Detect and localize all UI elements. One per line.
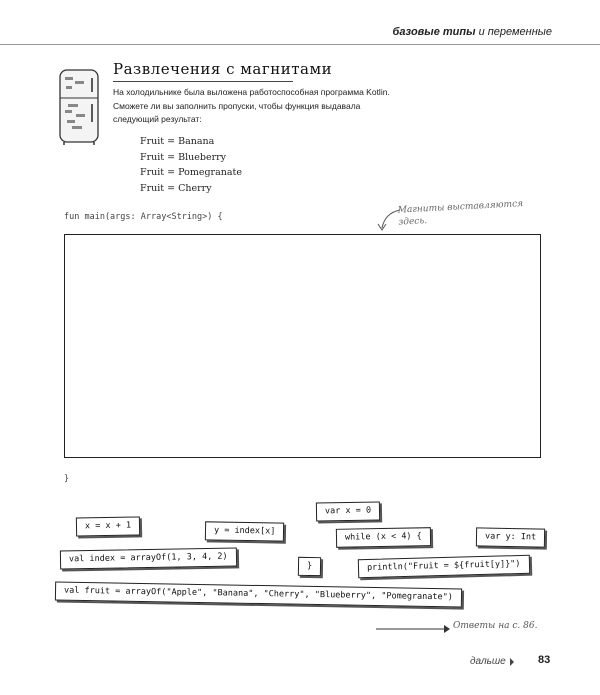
magnet-var-x[interactable]: var x = 0 bbox=[316, 501, 380, 521]
magnet-y-assign[interactable]: y = index[x] bbox=[205, 521, 285, 541]
magnet-drop-area[interactable] bbox=[64, 234, 541, 458]
footer-next-link[interactable]: дальше bbox=[470, 656, 506, 667]
magnet-while-loop[interactable]: while (x < 4) { bbox=[336, 527, 431, 548]
title-underline bbox=[113, 81, 293, 82]
magnet-var-y[interactable]: var y: Int bbox=[476, 527, 546, 547]
output-line: Fruit = Blueberry bbox=[140, 151, 227, 163]
expected-output bbox=[140, 134, 242, 196]
magnet-close-brace[interactable]: } bbox=[298, 557, 321, 576]
output-line: Fruit = Pomegranate bbox=[140, 167, 242, 178]
output-line: Fruit = Banana bbox=[140, 136, 215, 147]
fridge-icon bbox=[56, 68, 102, 146]
answers-arrow-icon bbox=[376, 624, 452, 634]
code-fun-line: fun main(args: Array<String>) { bbox=[64, 212, 223, 222]
header-rest-text: и переменные bbox=[478, 26, 552, 38]
running-header bbox=[393, 26, 552, 38]
page-number: 83 bbox=[538, 654, 551, 666]
header-bold-text: базовые типы bbox=[392, 26, 476, 38]
exercise-intro: На холодильнике была выложена работоспособная программа Kotlin. Сможете ли вы заполнить пропуски, чтобы функция выдавала следующий результат: bbox=[113, 87, 390, 124]
magnets-annotation: Магниты выставляются здесь. bbox=[397, 199, 524, 228]
answers-reference: Ответы на с. 86. bbox=[453, 621, 538, 631]
magnet-val-index[interactable]: val index = arrayOf(1, 3, 4, 2) bbox=[60, 547, 237, 569]
code-close-brace: } bbox=[64, 474, 70, 484]
magnet-println[interactable]: println("Fruit = ${fruit[y]}") bbox=[358, 555, 530, 578]
header-rule bbox=[0, 44, 600, 45]
next-arrow-icon bbox=[510, 658, 514, 666]
magnet-val-fruit[interactable]: val fruit = arrayOf("Apple", "Banana", "Cherry", "Blueberry", "Pomegranate") bbox=[55, 581, 462, 607]
output-line: Fruit = Cherry bbox=[140, 182, 212, 194]
magnet-x-increment[interactable]: x = x + 1 bbox=[76, 516, 140, 536]
exercise-title: Развлечения с магнитами bbox=[113, 60, 333, 78]
